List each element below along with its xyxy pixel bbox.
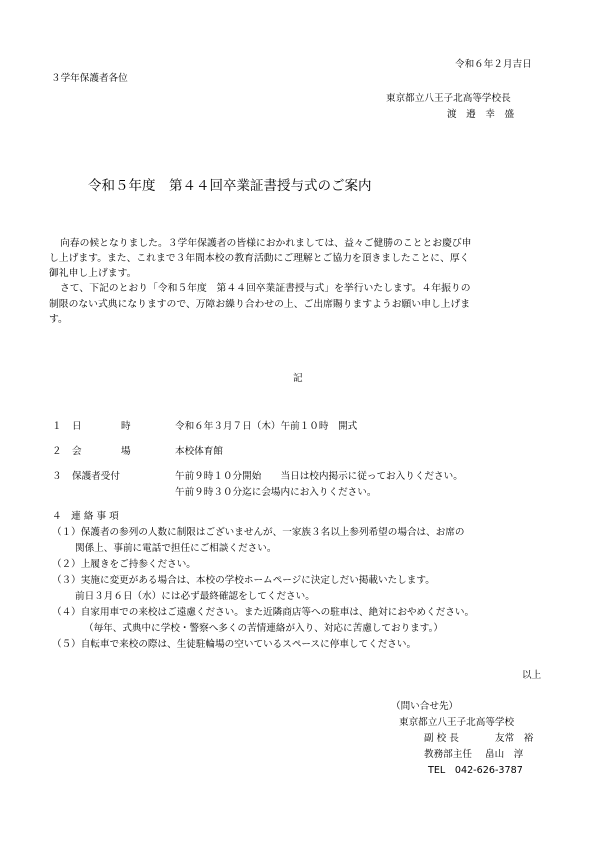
- paragraph-1-line-2: し上げます。また、これまで３年間本校の教育活動にご理解とご協力を頂きましたことに、厚く: [49, 253, 470, 264]
- item-venue-value: 本校体育館: [175, 446, 223, 457]
- note-1-line-2: 関係上、事前に電話で担任にご相談ください。: [75, 543, 277, 554]
- contact-vp-name: 友常 裕: [495, 733, 534, 744]
- document-date: 令和６年２月吉日: [455, 59, 532, 70]
- item-date-value: 令和６年３月７日（木）午前１０時 開式: [175, 421, 358, 432]
- contact-telephone: TEL 042-626-3787: [428, 765, 523, 776]
- contact-heading: （問い合せ先）: [391, 701, 459, 712]
- paragraph-2-line-1: さて、下記のとおり「令和５年度 第４４回卒業証書授与式」を挙行いたします。４年振りの: [60, 283, 471, 294]
- paragraph-2-line-2: 制限のない式典になりますので、万障お繰り合わせの上、ご出席賜りますようお願い申し上げま: [49, 299, 471, 310]
- paragraph-1-line-3: 御礼申し上げます。: [49, 268, 137, 279]
- contact-director-title: 教務部主任: [424, 749, 472, 760]
- item-reception-number: ３: [52, 471, 62, 482]
- closing-ijou: 以上: [522, 670, 542, 681]
- item-venue-label-a: 会: [72, 446, 82, 457]
- note-1-line-1: （１）保護者の参列の人数に制限はございませんが、一家族３名以上参列希望の場合は、お席の: [52, 527, 465, 538]
- paragraph-1-line-1: 向春の候となりました。３学年保護者の皆様におかれましては、益々ご健勝のこととお慶び申: [60, 238, 472, 249]
- ki-heading: 記: [293, 373, 303, 384]
- item-reception-label: 保護者受付: [72, 471, 120, 482]
- item-venue-number: ２: [52, 446, 62, 457]
- note-2: （２）上履きをご持参ください。: [52, 559, 196, 570]
- note-3-line-2: 前日３月６日（水）には必ず最終確認をしてください。: [75, 591, 315, 602]
- note-3-line-1: （３）実施に変更がある場合は、本校の学校ホームページに決定しだい掲載いたします。: [52, 575, 435, 586]
- contact-director-name: 畠山 淳: [485, 749, 524, 760]
- note-5: （５）自転車で来校の際は、生徒駐輪場の空いているスペースに停車してください。: [52, 639, 417, 650]
- addressee: ３学年保護者各位: [51, 73, 128, 84]
- note-4-line-2: （毎年、式典中に学校・警察へ多くの苦情連絡が入り、対応に苦慮しております。）: [84, 623, 443, 634]
- sender-school: 東京都立八王子北高等学校長: [386, 93, 511, 104]
- sender-name: 渡 邉 幸 盛: [447, 109, 515, 120]
- contact-school: 東京都立八王子北高等学校: [399, 717, 515, 728]
- paragraph-2-line-3: す。: [49, 314, 68, 325]
- document-title: 令和５年度 第４４回卒業証書授与式のご案内: [88, 178, 372, 194]
- item-date-label-a: 日: [72, 421, 82, 432]
- item-reception-line-2: 午前９時３０分迄に会場内にお入りください。: [175, 487, 377, 498]
- item-date-number: １: [52, 421, 62, 432]
- note-4-line-1: （４）自家用車での来校はご遠慮ください。また近隣商店等への駐車は、絶対におやめください。: [52, 607, 475, 618]
- contact-vp-title: 副 校 長: [424, 733, 459, 744]
- notes-heading: ４ 連 絡 事 項: [52, 511, 119, 522]
- item-venue-label-b: 場: [121, 446, 131, 457]
- item-date-label-b: 時: [121, 421, 131, 432]
- item-reception-line-1: 午前９時１０分開始 当日は校内掲示に従ってお入りください。: [175, 471, 463, 482]
